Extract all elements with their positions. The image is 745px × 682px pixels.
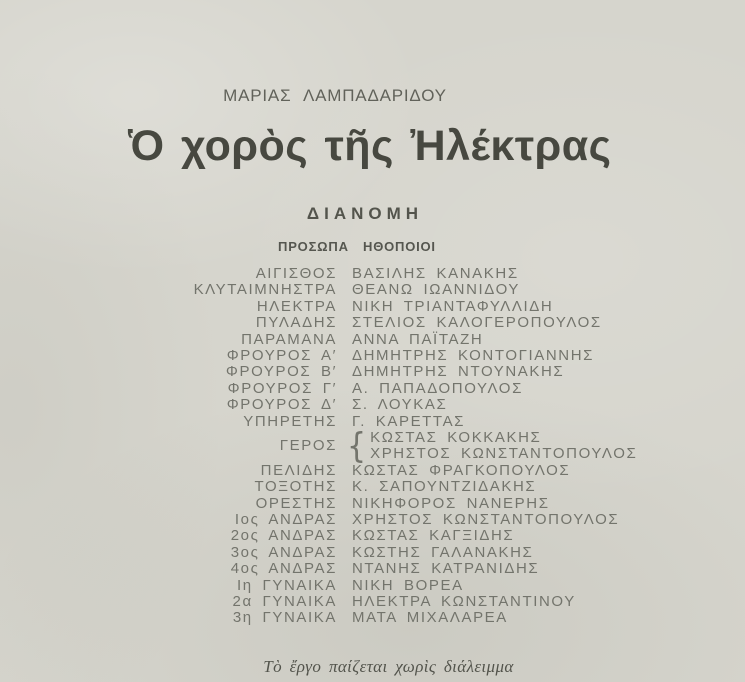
cast-row xyxy=(60,282,637,298)
cast-row xyxy=(60,512,637,528)
role-name: ΦΡΟΥΡΟΣ Β′ xyxy=(225,363,337,381)
role-name: ΤΟΞΟΤΗΣ xyxy=(254,478,337,496)
role-name: ΟΡΕΣΤΗΣ xyxy=(255,494,337,512)
actor-name: ΒΑΣΙΛΗΣ ΚΑΝΑΚΗΣ xyxy=(352,265,519,282)
actor-name: ΧΡΗΣΤΟΣ ΚΩΝΣΤΑΝΤΟΠΟΥΛΟΣ xyxy=(370,445,638,463)
author-line: ΜΑΡΙΑΣ ΛΑΜΠΑΔΑΡΙΔΟΥ xyxy=(223,86,447,105)
cast-row xyxy=(60,610,637,626)
role-name: 3ος ΑΝΔΡΑΣ xyxy=(230,543,337,561)
column-header-actors: ΗΘΟΠΟΙΟΙ xyxy=(363,239,436,254)
actor-name: ΣΤΕΛΙΟΣ ΚΑΛΟΓΕΡΟΠΟΥΛΟΣ xyxy=(352,314,602,332)
role-name: ΥΠΗΡΕΤΗΣ xyxy=(243,412,337,430)
actor-name: ΘΕΑΝΩ ΙΩΑΝΝΙΔΟΥ xyxy=(352,281,521,299)
play-title: Ὁ χορὸς τῆς Ἠλέκτρας xyxy=(128,122,612,170)
role-name: ΦΡΟΥΡΟΣ Γ′ xyxy=(227,379,337,397)
actor-name: ΝΙΚΗΦΟΡΟΣ ΝΑΝΕΡΗΣ xyxy=(352,494,550,512)
cast-row xyxy=(60,397,637,413)
role-name: ΑΙΓΙΣΘΟΣ xyxy=(255,265,337,282)
role-name: ΠΑΡΑΜΑΝΑ xyxy=(241,330,337,348)
cast-row xyxy=(60,528,637,544)
actor-name: ΑΝΝΑ ΠΑΪΤΑΖΗ xyxy=(352,330,484,348)
cast-list xyxy=(60,266,637,627)
actor-name: ΚΩΣΤΗΣ ΓΑΛΑΝΑΚΗΣ xyxy=(352,543,534,561)
role-name: 2ος ΑΝΔΡΑΣ xyxy=(230,527,337,545)
role-name: 4ος ΑΝΔΡΑΣ xyxy=(230,560,337,578)
cast-row xyxy=(60,332,637,348)
role-name: ΚΛΥΤΑΙΜΝΗΣΤΡΑ xyxy=(193,281,337,299)
actor-name: Σ. ΛΟΥΚΑΣ xyxy=(352,396,448,414)
actor-name: ΔΗΜΗΤΡΗΣ ΝΤΟΥΝΑΚΗΣ xyxy=(352,363,565,381)
role-name: Ιος ΑΝΔΡΑΣ xyxy=(234,511,337,529)
actor-name: ΚΩΣΤΑΣ ΚΑΓΞΙΔΗΣ xyxy=(352,527,515,545)
role-name: ΠΕΛΙΔΗΣ xyxy=(260,461,337,479)
actor-name: ΚΩΣΤΑΣ ΚΟΚΚΑΚΗΣ xyxy=(370,429,542,446)
actor-name: ΝΙΚΗ ΤΡΙΑΝΤΑΦΥΛΛΙΔΗ xyxy=(352,297,554,315)
role-name: 2α ΓΥΝΑΙΚΑ xyxy=(232,593,337,611)
actor-name: ΚΩΣΤΑΣ ΦΡΑΓΚΟΠΟΥΛΟΣ xyxy=(352,461,571,479)
actor-name: Α. ΠΑΠΑΔΟΠΟΥΛΟΣ xyxy=(352,379,523,397)
cast-row xyxy=(60,578,637,594)
column-header-roles: ΠΡΟΣΩΠΑ xyxy=(278,239,349,254)
section-heading-dianomi: ΔΙΑΝΟΜΗ xyxy=(306,204,424,223)
actor-name: ΝΤΑΝΗΣ ΚΑΤΡΑΝΙΔΗΣ xyxy=(352,560,540,578)
role-name: ΠΥΛΑΔΗΣ xyxy=(255,314,337,332)
footnote: Τὸ ἔργο παίζεται χωρὶς διάλειμμα xyxy=(263,657,514,676)
cast-row xyxy=(60,561,637,577)
actor-name: ΧΡΗΣΤΟΣ ΚΩΝΣΤΑΝΤΟΠΟΥΛΟΣ xyxy=(352,511,620,529)
cast-row xyxy=(60,545,637,561)
cast-row xyxy=(60,364,637,380)
actor-name: ΜΑΤΑ ΜΙΧΑΛΑΡΕΑ xyxy=(352,609,508,627)
cast-row xyxy=(60,266,637,282)
cast-row xyxy=(60,594,637,610)
actor-name: Γ. ΚΑΡΕΤΤΑΣ xyxy=(352,412,466,430)
role-name: ΦΡΟΥΡΟΣ Δ′ xyxy=(226,396,337,414)
role-name: ΦΡΟΥΡΟΣ Α′ xyxy=(226,346,337,364)
actor-name: Κ. ΣΑΠΟΥΝΤΖΙΔΑΚΗΣ xyxy=(352,478,537,496)
actor-stack xyxy=(370,430,637,463)
cast-row xyxy=(60,426,638,467)
cast-row xyxy=(60,479,637,495)
dual-cast-brace-icon: { xyxy=(347,426,367,467)
role-name: Ιη ΓΥΝΑΙΚΑ xyxy=(237,576,337,594)
cast-row xyxy=(60,381,637,397)
actor-name: ΗΛΕΚΤΡΑ ΚΩΝΣΤΑΝΤΙΝΟΥ xyxy=(352,593,576,611)
cast-row xyxy=(60,299,637,315)
cast-row xyxy=(60,315,637,331)
actor-name: ΝΙΚΗ ΒΟΡΕΑ xyxy=(352,576,464,594)
role-name: 3η ΓΥΝΑΙΚΑ xyxy=(232,609,337,627)
cast-row xyxy=(60,348,637,364)
cast-row xyxy=(60,496,637,512)
role-name: ΗΛΕΚΤΡΑ xyxy=(256,297,337,315)
actor-name: ΔΗΜΗΤΡΗΣ ΚΟΝΤΟΓΙΑΝΝΗΣ xyxy=(352,346,595,364)
role-name: ΓΕΡΟΣ xyxy=(279,437,337,455)
